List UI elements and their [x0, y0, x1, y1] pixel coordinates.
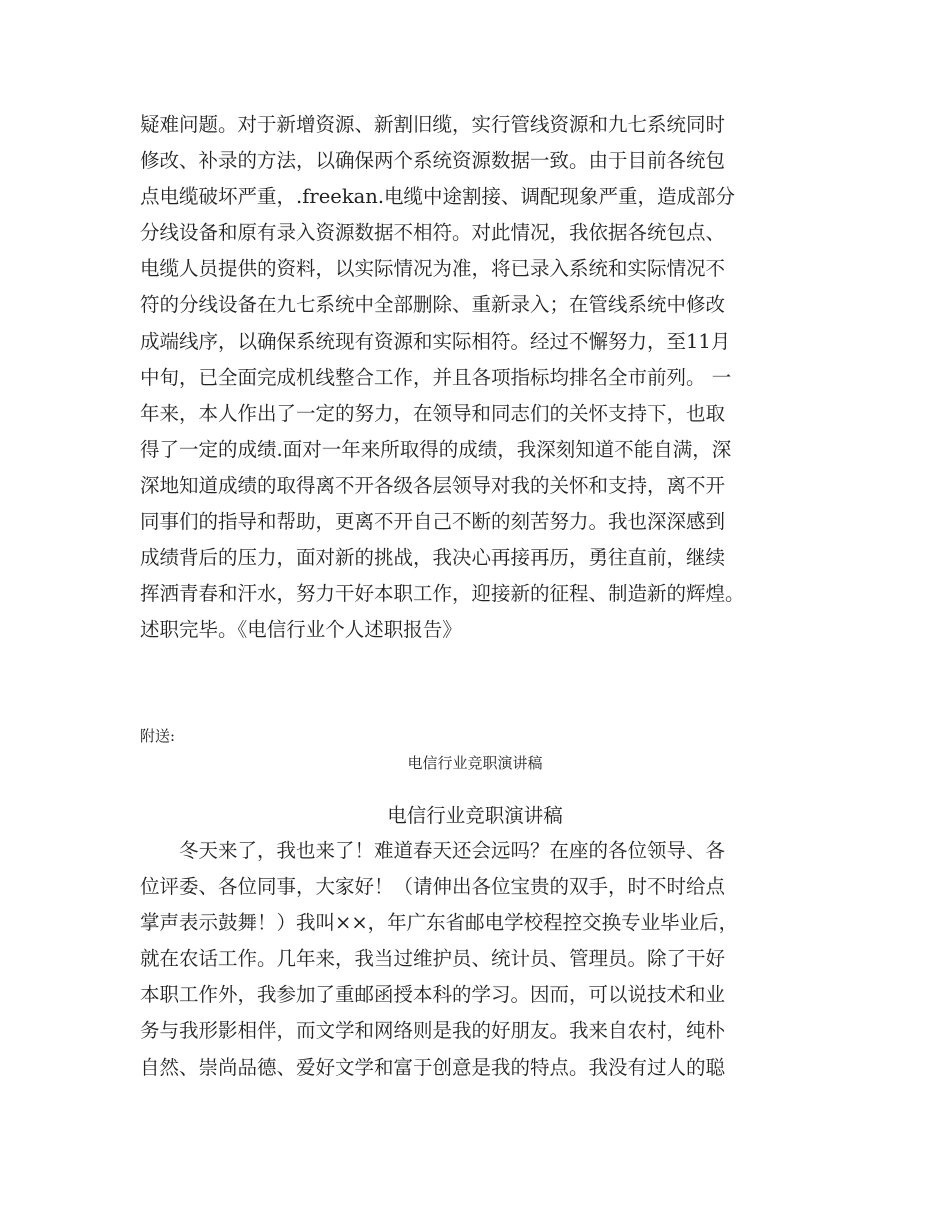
text-line: 点电缆破坏严重，.freekan.电缆中途割接、调配现象严重，造成部分: [140, 185, 736, 209]
text-line: 本职工作外，我参加了重邮函授本科的学习。因而，可以说技术和业: [140, 983, 726, 1007]
text-line: 成绩背后的压力，面对新的挑战，我决心再接再历，勇往直前，继续: [140, 546, 726, 570]
text-line: 得了一定的成绩.面对一年来所取得的成绩，我深刻知道不能自满，深: [140, 437, 732, 461]
text-line: 修改、补录的方法，以确保两个系统资源数据一致。由于目前各统包: [140, 149, 726, 173]
text-line: 中旬，已全面完成机线整合工作，并且各项指标均排名全市前列。 一: [140, 365, 732, 389]
text-line: 挥洒青春和汗水，努力干好本职工作，迎接新的征程、制造新的辉煌。: [140, 582, 745, 606]
text-line: 述职完毕。《电信行业个人述职报告》: [140, 618, 462, 642]
text-line: 位评委、各位同事，大家好！（请伸出各位宝贵的双手，时不时给点: [140, 875, 726, 899]
text-line: 符的分线设备在九七系统中全部删除、重新录入；在管线系统中修改: [140, 293, 726, 317]
text-line: 同事们的指导和帮助，更离不开自己不断的刻苦努力。我也深深感到: [140, 510, 726, 534]
text-line: 疑难问题。对于新增资源、新割旧缆，实行管线资源和九七系统同时: [140, 113, 726, 136]
text-line: 掌声表示鼓舞！）我叫××，年广东省邮电学校程控交换专业毕业后，: [140, 911, 739, 935]
text-line: 务与我形影相伴，而文学和网络则是我的好朋友。我来自农村，纯朴: [140, 1019, 726, 1043]
speech-paragraph: [140, 833, 808, 1086]
report-paragraph: [140, 107, 808, 648]
appendix-small-title: 电信行业竞职演讲稿: [407, 754, 543, 772]
text-line: 成端线序，以确保系统现有资源和实际相符。经过不懈努力，至11月: [140, 329, 731, 353]
text-line: 自然、崇尚品德、爱好文学和富于创意是我的特点。我没有过人的聪: [140, 1055, 726, 1079]
text-line: 冬天来了，我也来了！难道春天还会远吗？在座的各位领导、各: [140, 839, 726, 862]
text-line: 就在农话工作。几年来，我当过维护员、统计员、管理员。除了干好: [140, 947, 726, 971]
text-line: 电缆人员提供的资料，以实际情况为准，将已录入系统和实际情况不: [140, 257, 726, 281]
appendix-label: 附送:: [140, 727, 176, 745]
text-line: 年来，本人作出了一定的努力，在领导和同志们的关怀支持下，也取: [140, 401, 726, 425]
speech-title: 电信行业竞职演讲稿: [387, 804, 563, 827]
text-line: 分线设备和原有录入资源数据不相符。对此情况，我依据各统包点、: [140, 221, 726, 245]
text-line: 深地知道成绩的取得离不开各级各层领导对我的关怀和支持，离不开: [140, 473, 726, 497]
